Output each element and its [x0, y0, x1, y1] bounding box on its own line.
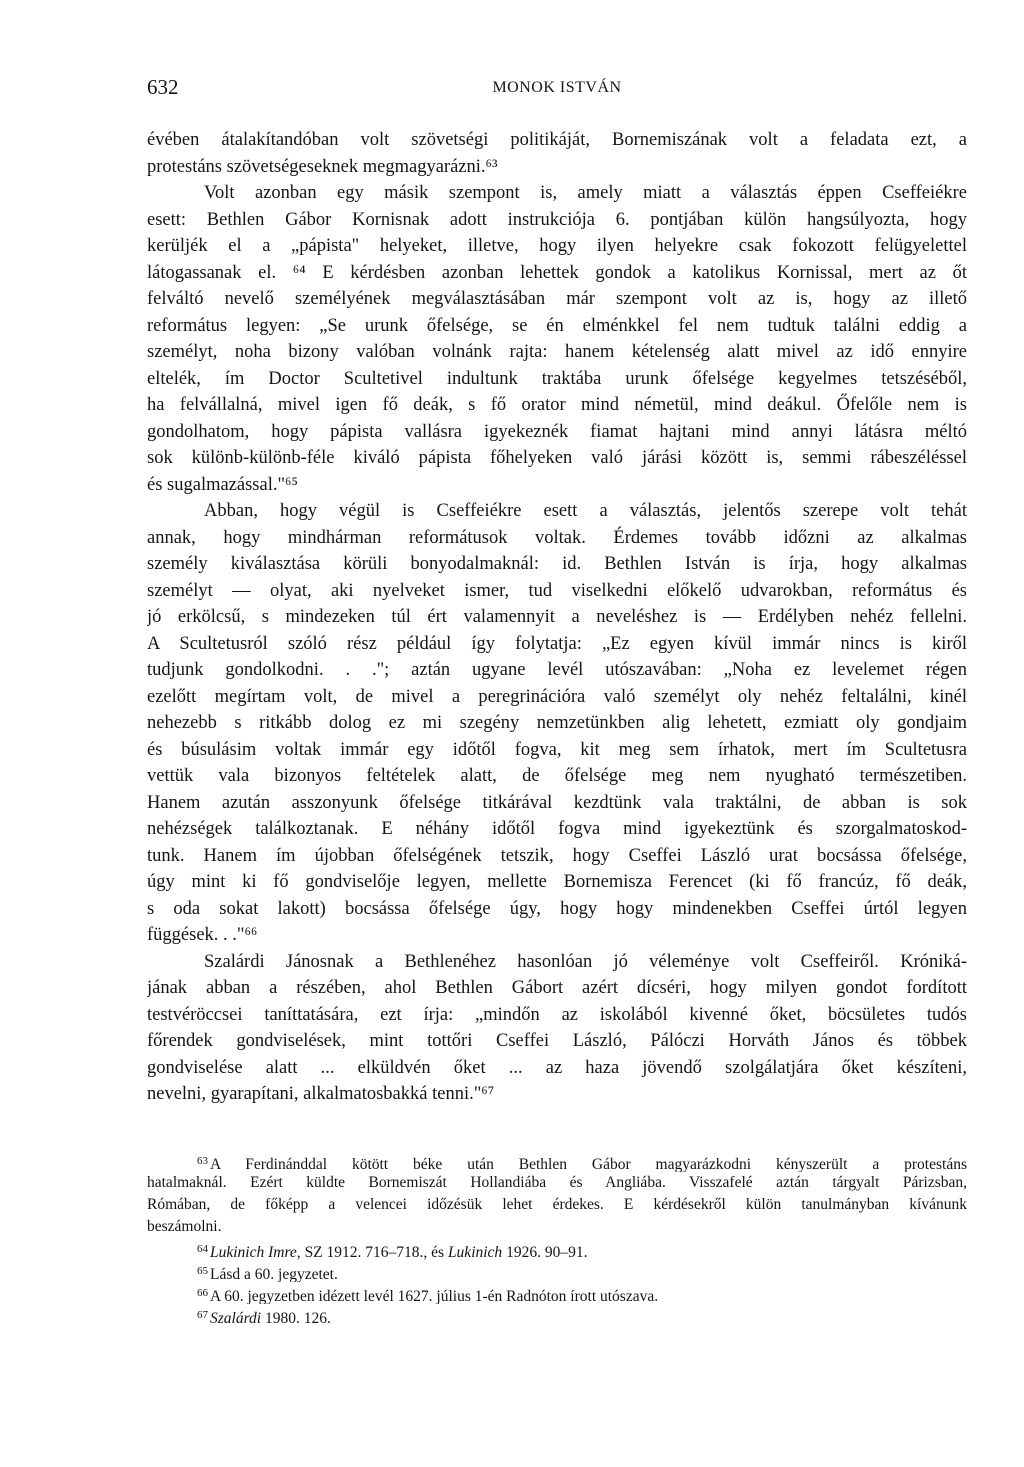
text-line: úgy mint ki fő gondviselője legyen, mellette Bornemisza Ferencet (ki fő francúz, fő deák, [147, 872, 967, 892]
text-line: jának abban a részében, ahol Bethlen Gábort azért dícséri, hogy milyen gondot fordított [147, 978, 967, 998]
footnote-number: 67 [197, 1309, 208, 1321]
page-header [147, 75, 967, 105]
text-line: személyt — olyat, aki nyelveket ismer, tud viselkedni előkelő udvarokban, református és [147, 580, 967, 601]
footnote-text: Lásd a 60. jegyzetet. [210, 1266, 338, 1282]
citation-author: Lukinich [447, 1244, 503, 1260]
footnote-text: A 60. jegyzetben idézett levél 1627. július 1-én Radnóton írott utószava. [210, 1288, 659, 1304]
footnote-66 [147, 1282, 967, 1304]
text-line: kerüljék el a „pápista" helyeket, illetve, hogy ilyen helyekre csak fokozott felügyelettel [147, 236, 967, 256]
text-line: személy kiválasztása körüli bonyodalmaknál: id. Bethlen István is írja, hogy alkalmas [147, 554, 967, 574]
citation-author: Szalárdi [210, 1310, 262, 1326]
text-line: tunk. Hanem ím újobban őfelségének tetszik, hogy Cseffei László urat bocsássa őfelsége, [147, 845, 967, 866]
text-line: nevelni, gyarapítani, alkalmatosbakká tenni."⁶⁷ [147, 1084, 495, 1104]
text-line: főrendek gondviselések, mint tottőri Cseffei László, Pálóczi Horváth János és többek [147, 1031, 967, 1051]
text-line: s oda sokat lakott) bocsássa őfelsége úgy, hogy hogy mindenekben Cseffei úrtól legyen [147, 898, 967, 919]
paragraph-start-line: Volt azonban egy másik szempont is, amely miatt a választás éppen Cseffeiékre [204, 183, 967, 203]
text-line: gondviselése alatt ... elküldvén őket ... az haza jövendő szolgálatjára őket készíteni, [147, 1057, 967, 1078]
footnote-67 [147, 1304, 967, 1326]
text-line: eltelék, ím Doctor Scultetivel indultunk traktába urunk őfelsége kegyelmes tetszéséből, [147, 368, 967, 389]
text-line: vettük vala bizonyos feltételek alatt, de őfelsége meg nem nyugható természetiben. [147, 766, 967, 786]
text-line: ezelőtt megírtam volt, de mivel a peregrinációra való személyt oly nehéz feltalálni, kinél [147, 686, 967, 707]
text-line: ha felvállalná, mivel igen fő deák, s fő orator mind németül, mind deákul. Őfelőle nem is [147, 395, 967, 415]
text-line: személyt, noha bizony valóban volnánk rajta: hanem kételenség alatt mivel az idő ennyire [147, 342, 967, 362]
footnote-65 [147, 1260, 967, 1282]
footnote-line: beszámolni. [147, 1218, 222, 1235]
text-line: és búsulásim voltak immár egy időtől fogva, kit meg sem írhatok, mert ím Scultetusra [147, 739, 967, 760]
text-line: annak, hogy mindhárman reformátusok voltak. Érdemes tovább időzni az alkalmas [147, 527, 967, 548]
text-line: protestáns szövetségeseknek megmagyarázni.⁶³ [147, 156, 498, 177]
text-line: függések. . ."⁶⁶ [147, 925, 258, 945]
text-line: és sugalmazással."⁶⁵ [147, 474, 298, 495]
text-line: testvéröccsei taníttatására, ezt írja: „mindőn az iskolából kivenné őket, böcsületes tudós [147, 1004, 967, 1025]
running-head: MONOK ISTVÁN [492, 79, 622, 96]
text-line: látogassanak el. ⁶⁴ E kérdésben azonban lehettek gondok a katolikus Kornissal, mert az őt [147, 262, 967, 283]
footnote-text: 1926. 90–91. [502, 1244, 588, 1260]
footnote-63 [147, 1150, 967, 1172]
paragraph-start-line: Szalárdi Jánosnak a Bethlenéhez hasonlóan jó véleménye volt Cseffeiről. Króniká- [204, 951, 967, 972]
page-number: 632 [147, 75, 179, 99]
footnote-number: 63 [197, 1155, 208, 1167]
citation-author: Lukinich Imre, [210, 1244, 301, 1260]
footnote-text: SZ 1912. 716–718., és [300, 1244, 448, 1260]
text-line: gondolhatom, hogy pápista vallásra igyekeznék fiamat hajtani mind annyi látásra méltó [147, 421, 967, 442]
text-line: Hanem azután asszonyunk őfelsége titkárával kezdtünk vala traktálni, de abban is sok [147, 792, 967, 813]
footnote-text: 1980. 126. [261, 1310, 331, 1326]
text-line: A Scultetusról szóló rész például így folytatja: „Ez egyen kívül immár nincs is kiről [147, 633, 967, 654]
text-line: felváltó nevelő személyének megválasztásában már szempont volt az is, hogy az illető [147, 289, 967, 309]
footnote-line: Rómában, de főképp a velencei időzésük lehet érdekes. E kérdésekről külön tanulmányban kívánunk [147, 1196, 967, 1213]
paragraph-start-line: Abban, hogy végül is Cseffeiékre esett a választás, jelentős szerepe volt tehát [204, 501, 967, 521]
footnote-text: A Ferdinánddal kötött béke után Bethlen Gábor magyarázkodni kényszerült a protestáns [210, 1156, 967, 1172]
footnotes [147, 1150, 967, 1326]
text-line: esett: Bethlen Gábor Kornisnak adott instrukciója 6. pontjában külön hangsúlyozta, hogy [147, 209, 967, 230]
text-line: református legyen: „Se urunk őfelsége, se én elménkkel fel nem tudtuk találni eddig a [147, 315, 967, 336]
text-line: tudjunk gondolkodni. . ."; aztán ugyane levél utószavában: „Noha ez levelemet régen [147, 660, 967, 680]
footnote-line: hatalmaknál. Ezért küldte Bornemiszát Hollandiába és Angliába. Visszafelé aztán tárgyalt Párizsban, [147, 1174, 967, 1191]
text-line: sok különb-különb-féle kiváló pápista főhelyeken való járási között is, semmi rábeszéléssel [147, 448, 967, 468]
footnote-64 [147, 1238, 967, 1260]
text-line: jó erkölcsű, s mindezeken túl ért valamennyit a neveléshez is — Erdélyben nehéz fellelni. [147, 607, 967, 627]
body-text [147, 127, 967, 1108]
footnote-number: 64 [197, 1243, 208, 1255]
text-line: évében átalakítandóban volt szövetségi politikáját, Bornemiszának volt a feladata ezt, a [147, 130, 967, 150]
text-line: nehézségek találkoztanak. E néhány időtől fogva mind igyekeztünk és szorgalmatoskod- [147, 819, 967, 839]
footnote-number: 65 [197, 1265, 208, 1277]
footnote-number: 66 [197, 1287, 208, 1299]
text-line: nehezebb s ritkább dolog ez mi szegény nemzetünkben alig lehetett, ezmiatt oly gondjaim [147, 713, 967, 733]
